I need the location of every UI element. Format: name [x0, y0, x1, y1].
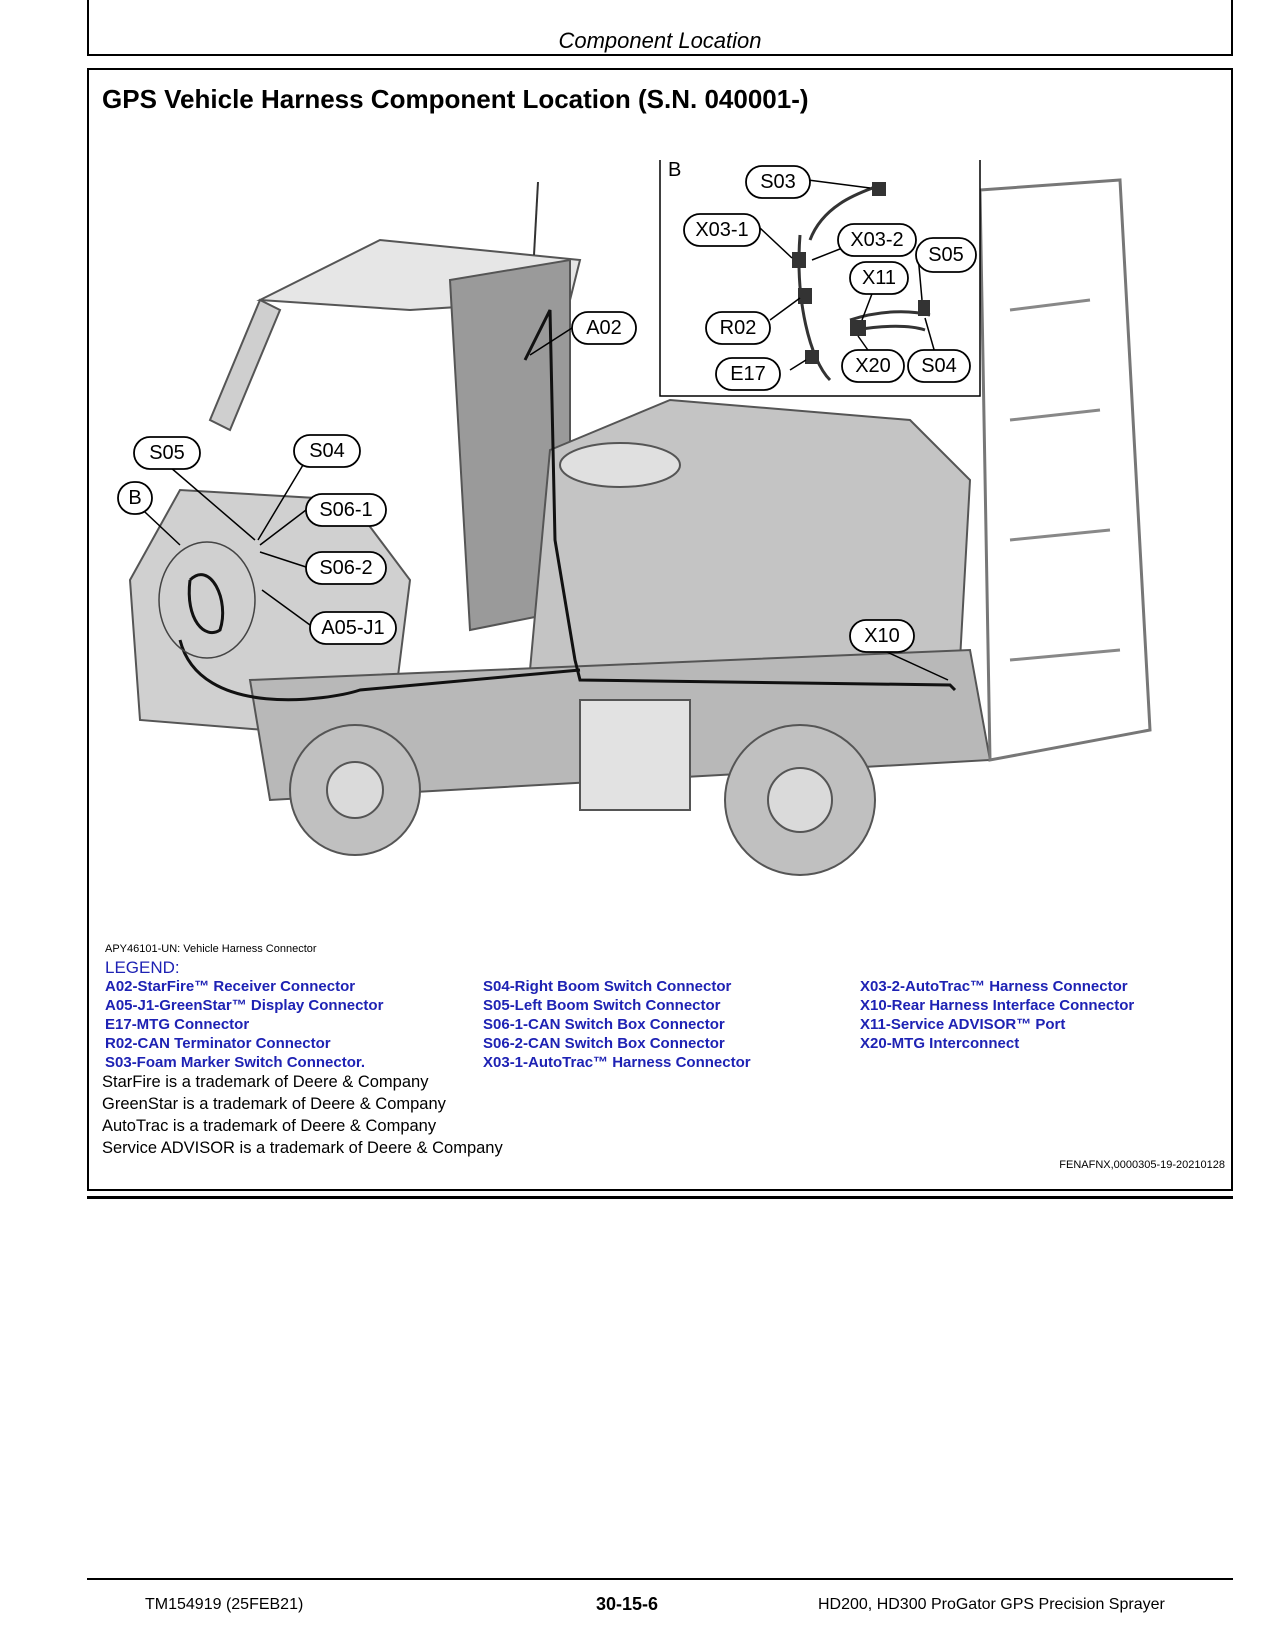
- svg-text:A02: A02: [586, 317, 622, 339]
- svg-text:X03-2: X03-2: [850, 229, 904, 251]
- legend-item: X10-Rear Harness Interface Connector: [860, 997, 1135, 1014]
- callout-inset-e17: [716, 358, 780, 390]
- svg-text:S06-1: S06-1: [319, 499, 373, 521]
- svg-text:E17: E17: [730, 363, 766, 385]
- legend-item: X03-2-AutoTrac™ Harness Connector: [860, 978, 1128, 995]
- callout-b: [118, 482, 152, 514]
- inset-b-label: B: [668, 160, 682, 181]
- section-title: Component Location: [558, 28, 762, 53]
- document-code: FENAFNX,0000305-19-20210128: [1059, 1159, 1225, 1171]
- footer-doc-number: TM154919 (25FEB21): [145, 1596, 304, 1613]
- svg-text:X03-1: X03-1: [695, 219, 749, 241]
- svg-text:B: B: [128, 487, 142, 509]
- vehicle-illustration: [110, 160, 1230, 920]
- svg-text:S04: S04: [309, 440, 345, 462]
- legend-item: S05-Left Boom Switch Connector: [483, 997, 721, 1014]
- legend-heading: LEGEND:: [105, 958, 180, 977]
- figure-title: GPS Vehicle Harness Component Location (S.N. 040001-): [102, 84, 809, 114]
- trademark-notice: Service ADVISOR is a trademark of Deere & Company: [102, 1139, 503, 1157]
- svg-text:X10: X10: [864, 625, 900, 647]
- callout-inset-x20: [842, 350, 904, 382]
- callout-s04: [294, 435, 360, 467]
- legend-item: R02-CAN Terminator Connector: [105, 1035, 331, 1052]
- legend-item: E17-MTG Connector: [105, 1016, 250, 1033]
- callout-x10: [850, 620, 914, 652]
- callout-inset-r02: [706, 312, 770, 344]
- callout-s06-2: [306, 552, 386, 584]
- legend-item: X11-Service ADVISOR™ Port: [860, 1016, 1066, 1033]
- callout-inset-s05: [916, 238, 976, 272]
- svg-text:X20: X20: [855, 355, 891, 377]
- callout-s05: [134, 437, 200, 469]
- legend-item: S03-Foam Marker Switch Connector.: [105, 1054, 366, 1071]
- callout-inset-x03-1: [684, 214, 760, 246]
- callout-inset-x11: [850, 262, 908, 294]
- svg-text:S06-2: S06-2: [319, 557, 373, 579]
- legend-item: S04-Right Boom Switch Connector: [483, 978, 732, 995]
- legend-item: A02-StarFire™ Receiver Connector: [105, 978, 356, 995]
- callout-inset-s03: [746, 166, 810, 198]
- callout-inset-s04: [908, 350, 970, 382]
- svg-text:S05: S05: [149, 442, 185, 464]
- callout-inset-x03-2: [838, 224, 916, 256]
- trademark-notice: GreenStar is a trademark of Deere & Company: [102, 1095, 446, 1113]
- legend-item: A05-J1-GreenStar™ Display Connector: [105, 997, 384, 1014]
- footer-divider: [87, 1578, 1233, 1580]
- callout-a02: [572, 312, 636, 344]
- svg-text:S04: S04: [921, 355, 957, 377]
- figure-id: APY46101-UN: Vehicle Harness Connector: [105, 943, 317, 955]
- legend-item: X20-MTG Interconnect: [860, 1035, 1020, 1052]
- svg-text:S05: S05: [928, 244, 964, 266]
- svg-text:A05-J1: A05-J1: [321, 617, 385, 639]
- callout-a05-j1: [310, 612, 396, 644]
- section-divider: [87, 1196, 1233, 1199]
- callout-s06-1: [306, 494, 386, 526]
- antenna: [534, 182, 538, 255]
- trademark-notice: StarFire is a trademark of Deere & Company: [102, 1073, 429, 1091]
- svg-text:S03: S03: [760, 171, 796, 193]
- legend-item: S06-2-CAN Switch Box Connector: [483, 1035, 725, 1052]
- svg-text:X11: X11: [861, 267, 897, 289]
- page-number: 30-15-6: [596, 1594, 659, 1614]
- legend-item: X03-1-AutoTrac™ Harness Connector: [483, 1054, 751, 1071]
- legend-item: S06-1-CAN Switch Box Connector: [483, 1016, 725, 1033]
- footer-product-name: HD200, HD300 ProGator GPS Precision Sprayer: [818, 1596, 1165, 1613]
- svg-text:R02: R02: [719, 317, 757, 339]
- trademark-notice: AutoTrac is a trademark of Deere & Company: [102, 1117, 437, 1135]
